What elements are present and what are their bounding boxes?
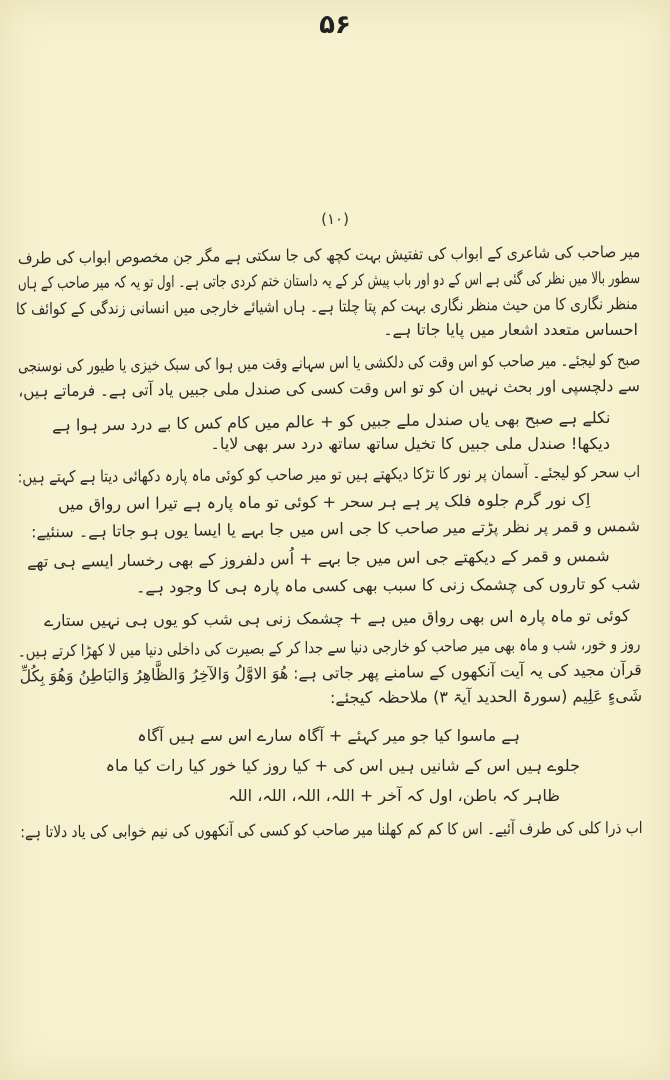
verse-line: شمس و قمر کے دیکھتے جی اس میں جا بہے + اُس دلفروز کے بھی رخسار ایسے ہی تھے xyxy=(27,546,611,572)
text-line: سے دلچسپی اور بحث نہیں ان کو تو اس وقت کسی کی صندل ملی جبیں یاد آتی ہے۔ فرماتے ہیں، xyxy=(18,376,641,401)
verse-line: جلوے ہیں اس کے شانیں ہیں اس کی + کیا روز کیا خور کیا رات کیا ماہ xyxy=(105,756,580,775)
text-line: دیکھا! صندل ملی جبیں کا تخیل ساتھ ساتھ درد سر بھی لایا۔ xyxy=(210,434,610,453)
text-line: قرآن مجید کی یہ آیت آنکھوں کے سامنے پھر جاتی ہے: ھُوَ الاوَّلُ وَالآخِرُ وَالظَّاھِرُ وَالبَاطِنُ وَھُوَ بِکُلِّ xyxy=(20,660,643,686)
page-number: ۵۶ xyxy=(319,10,351,40)
verse-line: اِک نور گرم جلوہ فلک پر ہے ہر سحر + کوئی تو ماہ پارہ ہے تیرا اس رواق میں xyxy=(57,490,591,514)
text-line: اب سحر کو لیجئے۔ آسمان پر نور کا تڑکا دیکھتے ہیں تو میر صاحب کو کوئی ماہ پارہ دکھائی دیتا ہے کہتے ہیں: xyxy=(17,462,641,487)
text-line: شب کو تاروں کی چشمک زنی کا سبب بھی کسی ماہ پارہ ہی کا وجود ہے۔ xyxy=(135,574,641,597)
text-line: اب ذرا کلی کی طرف آئیے۔ اس کا کم کم کھلنا میر صاحب کو کسی کی آنکھوں کی نیم خوابی کی یاد دلاتا ہے: xyxy=(19,818,643,842)
section-number: (۱۰) xyxy=(321,210,349,228)
text-line: شَیءٍ عَلِیم (سورۃ الحدید آیۃ ۳) ملاحظہ کیجئے: xyxy=(329,686,643,708)
text-line: صبح کو لیجئے۔ میر صاحب کو اس وقت کی دلکشی یا اس سہانے وقت میں ہوا کی سبک خیزی یا طیور کی نوسنجی xyxy=(17,350,641,376)
verse-line: کوئی تو ماہ پارہ اس بھی رواق میں ہے + چشمک زنی ہی شب کو یوں ہی نہیں ستارے xyxy=(44,606,631,631)
text-line: احساس متعدد اشعار میں پایا جاتا ہے۔ xyxy=(383,320,638,339)
text-line: روز و خور، شب و ماہ بھی میر صاحب کو خارجی دنیا سے جدا کر کے بصیرت کی داخلی دنیا میں لا کھڑا کرتے ہیں۔ xyxy=(17,634,641,661)
text-line: سطور بالا میں نظر کی گئی ہے اس کے دو اور باب پیش کر کے یہ داستان ختم کردی جاتی ہے۔ اول تو یہ کہ میر صاحب کے ہاں xyxy=(17,268,641,293)
text-line: میر صاحب کی شاعری کے ابواب کی تفتیش بہت کچھ کی جا سکتی ہے مگر جن مخصوص ابواب کی طرف xyxy=(17,242,641,268)
text-line: شمس و قمر پر نظر پڑتے میر صاحب کا جی اس میں جا بہے یا ایسا یوں ہو جاتا ہے۔ سنئیے: xyxy=(31,516,641,542)
text-line: منظر نگاری کا من حیث منظر نگاری بہت کم پتا چلتا ہے۔ ہاں اشیائے خارجی میں انسانی زندگی کے کوائف کا xyxy=(16,294,639,319)
verse-line: ہے ماسوا کیا جو میر کہئے + آگاہ سارے اس سے ہیں آگاہ xyxy=(137,726,520,745)
verse-line: نکلے ہے صبح بھی یاں صندل ملے جبیں کو + عالم میں کام کس کا بے درد سر ہوا ہے xyxy=(51,408,611,435)
verse-line: ظاہر کہ باطن، اول کہ آخر + اللہ، اللہ، اللہ، اللہ xyxy=(228,786,560,805)
